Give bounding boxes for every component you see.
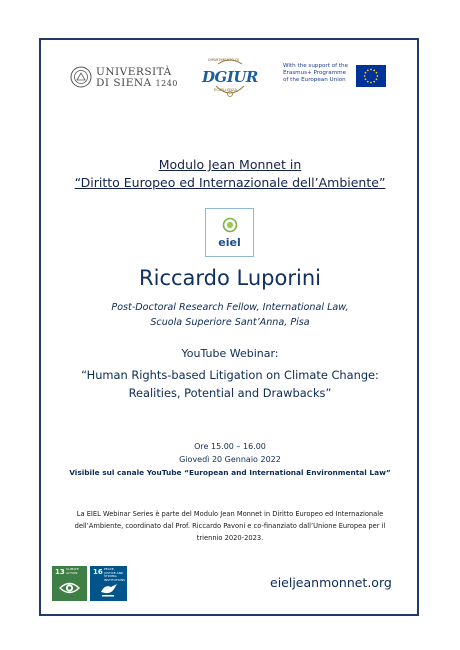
dgiur-bottom-text: ECCELLENZA [214, 88, 237, 92]
siena-seal-icon [70, 66, 92, 88]
webinar-title-line2: Realities, Potential and Drawbacks” [128, 386, 332, 400]
sdg-13-climate-action-icon [52, 566, 87, 601]
eu-line3: of the European Union [283, 77, 346, 83]
funding-note-line1: La EIEL Webinar Series è parte del Modulo Jean Monnet in Diritto Europeo ed Internazionale [76, 510, 384, 518]
webinar-title-line1: “Human Rights-based Litigation on Climate Change: [81, 368, 379, 382]
sdg13-label: CLIMATE ACTION [66, 567, 79, 575]
website-link[interactable]: eieljeanmonnet.org [270, 575, 392, 590]
speaker-name: Riccardo Luporini [139, 266, 321, 290]
speaker-role: Post-Doctoral Research Fellow, International Law, [111, 302, 349, 313]
event-date: Giovedì 20 Gennaio 2022 [179, 455, 281, 464]
sdg16-label: PEACE, JUSTICE AND STRONG INSTITUTIONS [104, 567, 126, 582]
eiel-globe-icon [222, 217, 238, 233]
eu-line2: Erasmus+ Programme [283, 70, 347, 76]
dgiur-logo [198, 56, 262, 100]
eiel-logo [205, 208, 254, 257]
dove-gavel-icon [99, 582, 119, 598]
webinar-type: YouTube Webinar: [181, 347, 279, 360]
dgiur-name: DGIUR [202, 68, 258, 86]
speaker-affiliation: Scuola Superiore Sant’Anna, Pisa [150, 317, 310, 328]
module-title-line2: “Diritto Europeo ed Internazionale dell’Ambiente” [74, 175, 386, 190]
youtube-channel: Visibile sul canale YouTube “European and International Environmental Law” [69, 468, 391, 477]
siena-line2: DI SIENA [96, 77, 152, 89]
sdg16-number: 16 [93, 568, 103, 576]
erasmus-support-text [283, 63, 355, 84]
funding-note-line2: dell’Ambiente, coordinato dal Prof. Riccardo Pavoni e co-finanziato dall’Unione Europea per il [74, 522, 386, 530]
sdg13-number: 13 [55, 568, 65, 576]
siena-year: 1240 [155, 79, 178, 88]
eu-line1: With the support of the [283, 63, 349, 69]
module-title-line1: Modulo Jean Monnet in [158, 157, 302, 172]
dgiur-top-text: DIPARTIMENTO DI [208, 58, 239, 62]
siena-line1: UNIVERSITÀ [96, 66, 172, 78]
siena-logo [70, 66, 178, 92]
sdg-16-peace-justice-icon [90, 566, 127, 601]
eu-flag-icon [356, 65, 386, 87]
event-time: Ore 15.00 – 16.00 [194, 442, 266, 451]
eiel-wordmark: eiel [218, 236, 241, 249]
eye-globe-icon [59, 580, 80, 596]
funding-note [55, 508, 405, 544]
funding-note-line3: triennio 2020-2023. [196, 534, 264, 542]
